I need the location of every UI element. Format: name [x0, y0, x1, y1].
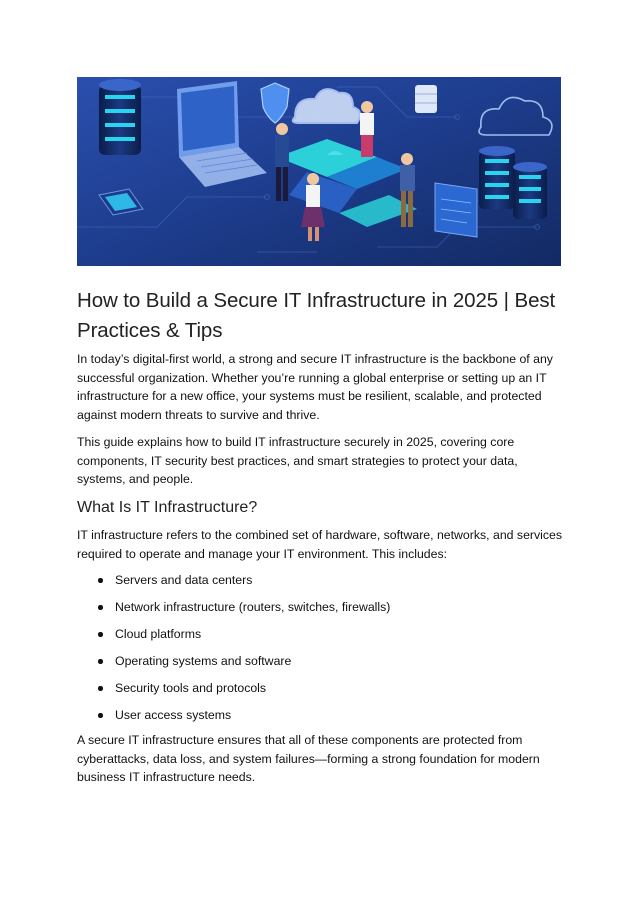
- list-item: Network infrastructure (routers, switches, firewalls): [77, 598, 557, 625]
- intro-paragraph: In today’s digital-first world, a strong and secure IT infrastructure is the backbone of any successful organization. Whether you’re running a global enterprise or setting up an IT infrastructure for a new office, your systems must be resilient, scalable, and protected against modern threats to survive and thrive.: [77, 352, 553, 422]
- list-item: Operating systems and software: [77, 652, 557, 679]
- bullet-icon: [98, 578, 103, 583]
- bullet-icon: [98, 605, 103, 610]
- database-icon: [415, 85, 437, 113]
- list-item: Cloud platforms: [77, 625, 557, 652]
- bullet-icon: [98, 713, 103, 718]
- bullet-icon: [98, 686, 103, 691]
- list-item: Servers and data centers: [77, 571, 557, 598]
- guide-paragraph: This guide explains how to build IT infrastructure securely in 2025, covering core components, IT security best practices, and smart strategies to protect your data, systems, and people.: [77, 435, 518, 487]
- infrastructure-component-list: [77, 571, 557, 733]
- server-stack-left-icon: [99, 79, 141, 155]
- section-intro-paragraph: IT infrastructure refers to the combined set of hardware, software, networks, and services required to operate and manage your IT environment. This includes:: [77, 528, 563, 561]
- person-icon: [360, 101, 374, 157]
- bullet-icon: [98, 632, 103, 637]
- monitor-icon: [435, 183, 477, 237]
- section-heading: What Is IT Infrastructure?: [77, 499, 258, 516]
- bullet-icon: [98, 659, 103, 664]
- list-item: User access systems: [77, 706, 557, 733]
- page-title: How to Build a Secure IT Infrastructure in 2025 | Best Practices & Tips: [77, 289, 556, 342]
- list-item: Security tools and protocols: [77, 679, 557, 706]
- hero-illustration: [77, 77, 561, 266]
- closing-paragraph: A secure IT infrastructure ensures that all of these components are protected from cyberattacks, data loss, and system failures—forming a strong foundation for modern business IT infrastructure needs.: [77, 733, 540, 785]
